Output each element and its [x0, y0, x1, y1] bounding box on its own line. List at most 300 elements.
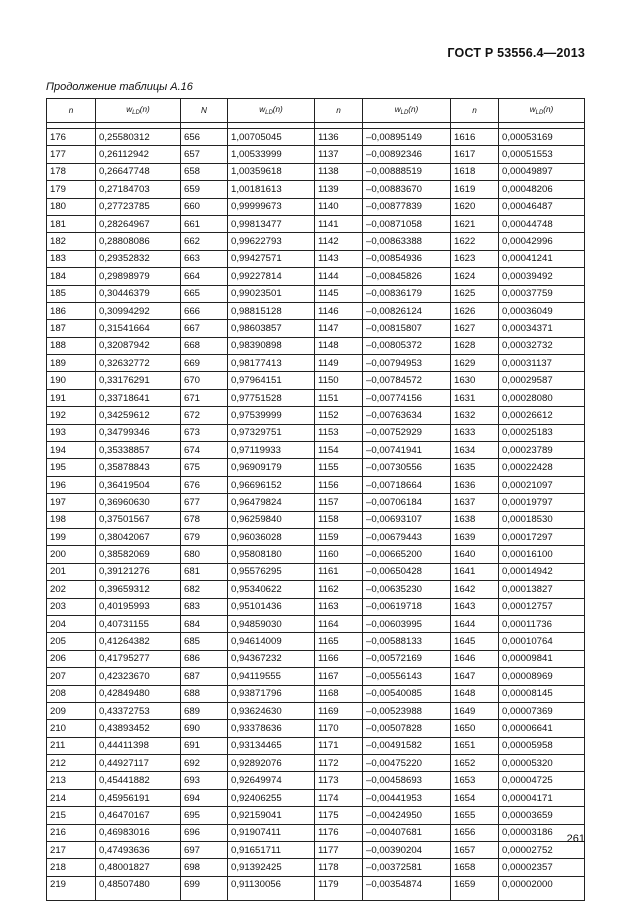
- value-cell: 0,98390898: [228, 337, 315, 354]
- value-cell: 0,00012757: [499, 598, 585, 615]
- value-cell: 0,00034371: [499, 320, 585, 337]
- value-cell: 0,00005320: [499, 755, 585, 772]
- value-cell: 0,47493636: [96, 842, 181, 859]
- index-cell: 662: [181, 233, 228, 250]
- column-header-argument: (n): [139, 105, 150, 114]
- value-cell: 0,97751528: [228, 389, 315, 406]
- index-cell: 692: [181, 755, 228, 772]
- table-row: [47, 824, 585, 841]
- value-cell: –0,00883670: [363, 181, 451, 198]
- value-cell: 0,95576295: [228, 563, 315, 580]
- index-cell: 209: [47, 702, 96, 719]
- value-cell: 0,97964151: [228, 372, 315, 389]
- index-cell: 1618: [451, 163, 499, 180]
- index-cell: 676: [181, 476, 228, 493]
- value-cell: 0,00013827: [499, 581, 585, 598]
- value-cell: –0,00572169: [363, 650, 451, 667]
- column-header-symbol: w: [529, 105, 536, 114]
- value-cell: 0,00021097: [499, 476, 585, 493]
- value-cell: –0,00892346: [363, 146, 451, 163]
- index-cell: 1138: [315, 163, 363, 180]
- index-cell: 1166: [315, 650, 363, 667]
- value-cell: 0,00010764: [499, 633, 585, 650]
- index-cell: 1148: [315, 337, 363, 354]
- value-cell: –0,00588133: [363, 633, 451, 650]
- value-cell: 0,28808086: [96, 233, 181, 250]
- index-cell: 182: [47, 233, 96, 250]
- value-cell: 0,36960630: [96, 494, 181, 511]
- index-cell: 214: [47, 789, 96, 806]
- value-cell: 0,29352832: [96, 250, 181, 267]
- index-cell: 181: [47, 215, 96, 232]
- index-cell: 1140: [315, 198, 363, 215]
- index-cell: 656: [181, 129, 228, 146]
- index-cell: 1650: [451, 720, 499, 737]
- table-row: [47, 146, 585, 163]
- value-cell: 0,91907411: [228, 824, 315, 841]
- index-cell: 1139: [315, 181, 363, 198]
- value-cell: 0,00026612: [499, 407, 585, 424]
- index-cell: 661: [181, 215, 228, 232]
- index-cell: 1177: [315, 842, 363, 859]
- value-cell: –0,00752929: [363, 424, 451, 441]
- value-cell: 1,00533999: [228, 146, 315, 163]
- index-cell: 688: [181, 685, 228, 702]
- index-cell: 192: [47, 407, 96, 424]
- index-cell: 203: [47, 598, 96, 615]
- value-cell: 0,32087942: [96, 337, 181, 354]
- index-cell: 673: [181, 424, 228, 441]
- table-row: [47, 407, 585, 424]
- index-cell: 211: [47, 737, 96, 754]
- value-cell: 0,00017297: [499, 528, 585, 545]
- value-cell: 0,31541664: [96, 320, 181, 337]
- value-cell: –0,00784572: [363, 372, 451, 389]
- value-cell: 0,00002752: [499, 842, 585, 859]
- value-cell: –0,00895149: [363, 129, 451, 146]
- index-cell: 215: [47, 807, 96, 824]
- value-cell: 0,94859030: [228, 615, 315, 632]
- index-cell: 1171: [315, 737, 363, 754]
- value-cell: 0,00032732: [499, 337, 585, 354]
- column-header-argument: (n): [408, 105, 419, 114]
- index-cell: 177: [47, 146, 96, 163]
- column-header-subscript: LD: [132, 110, 140, 116]
- table-row: [47, 633, 585, 650]
- value-cell: 0,40195993: [96, 598, 181, 615]
- index-cell: 1172: [315, 755, 363, 772]
- index-cell: 1136: [315, 129, 363, 146]
- table-row: [47, 650, 585, 667]
- document-standard-header: ГОСТ Р 53556.4—2013: [447, 46, 585, 60]
- index-cell: 1141: [315, 215, 363, 232]
- value-cell: 0,46470167: [96, 807, 181, 824]
- index-cell: 1151: [315, 389, 363, 406]
- index-cell: 191: [47, 389, 96, 406]
- index-cell: 186: [47, 302, 96, 319]
- table-row: [47, 772, 585, 789]
- value-cell: 0,00048206: [499, 181, 585, 198]
- value-cell: –0,00845826: [363, 268, 451, 285]
- index-cell: 1168: [315, 685, 363, 702]
- table-row: [47, 494, 585, 511]
- column-header-symbol: N: [201, 106, 207, 115]
- value-cell: 0,33176291: [96, 372, 181, 389]
- value-cell: 0,36419504: [96, 476, 181, 493]
- index-cell: 1649: [451, 702, 499, 719]
- value-cell: 0,38042067: [96, 528, 181, 545]
- index-cell: 695: [181, 807, 228, 824]
- value-cell: 0,32632772: [96, 355, 181, 372]
- index-cell: 1624: [451, 268, 499, 285]
- column-header: [181, 99, 228, 123]
- index-cell: 664: [181, 268, 228, 285]
- data-table: [46, 98, 585, 901]
- index-cell: 1154: [315, 442, 363, 459]
- index-cell: 1635: [451, 459, 499, 476]
- value-cell: 0,41795277: [96, 650, 181, 667]
- index-cell: 690: [181, 720, 228, 737]
- value-cell: 0,99622793: [228, 233, 315, 250]
- value-cell: 0,98603857: [228, 320, 315, 337]
- value-cell: 0,00002000: [499, 876, 585, 900]
- index-cell: 183: [47, 250, 96, 267]
- value-cell: 0,96696152: [228, 476, 315, 493]
- value-cell: 0,00053169: [499, 129, 585, 146]
- index-cell: 198: [47, 511, 96, 528]
- value-cell: 0,00044748: [499, 215, 585, 232]
- value-cell: 0,94119555: [228, 668, 315, 685]
- index-cell: 1620: [451, 198, 499, 215]
- value-cell: 0,00049897: [499, 163, 585, 180]
- index-cell: 1634: [451, 442, 499, 459]
- value-cell: 0,00039492: [499, 268, 585, 285]
- index-cell: 213: [47, 772, 96, 789]
- value-cell: 0,34259612: [96, 407, 181, 424]
- value-cell: 0,30994292: [96, 302, 181, 319]
- index-cell: 194: [47, 442, 96, 459]
- value-cell: 0,00037759: [499, 285, 585, 302]
- index-cell: 1173: [315, 772, 363, 789]
- index-cell: 1644: [451, 615, 499, 632]
- index-cell: 670: [181, 372, 228, 389]
- table-row: [47, 389, 585, 406]
- value-cell: 0,33718641: [96, 389, 181, 406]
- index-cell: 698: [181, 859, 228, 876]
- index-cell: 1159: [315, 528, 363, 545]
- value-cell: 0,00011736: [499, 615, 585, 632]
- value-cell: –0,00741941: [363, 442, 451, 459]
- value-cell: 0,48001827: [96, 859, 181, 876]
- index-cell: 188: [47, 337, 96, 354]
- index-cell: 1651: [451, 737, 499, 754]
- index-cell: 1631: [451, 389, 499, 406]
- value-cell: 0,91392425: [228, 859, 315, 876]
- index-cell: 1636: [451, 476, 499, 493]
- table-row: [47, 163, 585, 180]
- table-row: [47, 842, 585, 859]
- index-cell: 696: [181, 824, 228, 841]
- index-cell: 202: [47, 581, 96, 598]
- value-cell: 0,00036049: [499, 302, 585, 319]
- index-cell: 218: [47, 859, 96, 876]
- index-cell: 1629: [451, 355, 499, 372]
- index-cell: 190: [47, 372, 96, 389]
- value-cell: 0,00005958: [499, 737, 585, 754]
- column-header: [228, 99, 315, 123]
- value-cell: 0,00002357: [499, 859, 585, 876]
- value-cell: 0,99023501: [228, 285, 315, 302]
- index-cell: 1643: [451, 598, 499, 615]
- value-cell: 0,00019797: [499, 494, 585, 511]
- value-cell: –0,00635230: [363, 581, 451, 598]
- index-cell: 1137: [315, 146, 363, 163]
- value-cell: 0,94614009: [228, 633, 315, 650]
- value-cell: –0,00826124: [363, 302, 451, 319]
- value-cell: 0,00031137: [499, 355, 585, 372]
- table-row: [47, 285, 585, 302]
- index-cell: 1153: [315, 424, 363, 441]
- index-cell: 1616: [451, 129, 499, 146]
- value-cell: –0,00372581: [363, 859, 451, 876]
- value-cell: 0,30446379: [96, 285, 181, 302]
- index-cell: 197: [47, 494, 96, 511]
- value-cell: 0,44411398: [96, 737, 181, 754]
- index-cell: 1162: [315, 581, 363, 598]
- index-cell: 207: [47, 668, 96, 685]
- table-row: [47, 528, 585, 545]
- column-header: [499, 99, 585, 123]
- value-cell: –0,00603995: [363, 615, 451, 632]
- value-cell: 0,00016100: [499, 546, 585, 563]
- value-cell: 0,93378636: [228, 720, 315, 737]
- index-cell: 206: [47, 650, 96, 667]
- value-cell: 0,34799346: [96, 424, 181, 441]
- index-cell: 1149: [315, 355, 363, 372]
- index-cell: 210: [47, 720, 96, 737]
- table-row: [47, 598, 585, 615]
- index-cell: 1637: [451, 494, 499, 511]
- column-header-subscript: LD: [535, 110, 544, 116]
- column-header: [451, 99, 499, 123]
- index-cell: 1143: [315, 250, 363, 267]
- index-cell: 666: [181, 302, 228, 319]
- value-cell: 0,27723785: [96, 198, 181, 215]
- value-cell: –0,00763634: [363, 407, 451, 424]
- index-cell: 1658: [451, 859, 499, 876]
- table-row: [47, 181, 585, 198]
- index-cell: 659: [181, 181, 228, 198]
- index-cell: 681: [181, 563, 228, 580]
- value-cell: 0,00014942: [499, 563, 585, 580]
- value-cell: 0,00008969: [499, 668, 585, 685]
- value-cell: 0,91130056: [228, 876, 315, 900]
- index-cell: 1626: [451, 302, 499, 319]
- index-cell: 193: [47, 424, 96, 441]
- value-cell: –0,00706184: [363, 494, 451, 511]
- index-cell: 1146: [315, 302, 363, 319]
- index-cell: 199: [47, 528, 96, 545]
- index-cell: 657: [181, 146, 228, 163]
- value-cell: 0,93624630: [228, 702, 315, 719]
- index-cell: 179: [47, 181, 96, 198]
- value-cell: 0,42849480: [96, 685, 181, 702]
- value-cell: 0,39659312: [96, 581, 181, 598]
- index-cell: 1163: [315, 598, 363, 615]
- table-row: [47, 615, 585, 632]
- index-cell: 1640: [451, 546, 499, 563]
- value-cell: 0,92892076: [228, 755, 315, 772]
- index-cell: 694: [181, 789, 228, 806]
- table-row: [47, 337, 585, 354]
- value-cell: 0,25580312: [96, 129, 181, 146]
- value-cell: 0,35878843: [96, 459, 181, 476]
- value-cell: –0,00815807: [363, 320, 451, 337]
- value-cell: –0,00540085: [363, 685, 451, 702]
- value-cell: 0,00046487: [499, 198, 585, 215]
- index-cell: 1639: [451, 528, 499, 545]
- value-cell: 0,26112942: [96, 146, 181, 163]
- table-row: [47, 755, 585, 772]
- table-row: [47, 372, 585, 389]
- index-cell: 1176: [315, 824, 363, 841]
- index-cell: 658: [181, 163, 228, 180]
- column-header-symbol: n: [472, 106, 477, 115]
- table-row: [47, 789, 585, 806]
- value-cell: 0,35338857: [96, 442, 181, 459]
- index-cell: 689: [181, 702, 228, 719]
- value-cell: 0,37501567: [96, 511, 181, 528]
- value-cell: 0,97539999: [228, 407, 315, 424]
- index-cell: 1622: [451, 233, 499, 250]
- index-cell: 184: [47, 268, 96, 285]
- value-cell: –0,00523988: [363, 702, 451, 719]
- value-cell: –0,00619718: [363, 598, 451, 615]
- index-cell: 1642: [451, 581, 499, 598]
- index-cell: 1656: [451, 824, 499, 841]
- index-cell: 1638: [451, 511, 499, 528]
- index-cell: 682: [181, 581, 228, 598]
- value-cell: –0,00507828: [363, 720, 451, 737]
- value-cell: 0,39121276: [96, 563, 181, 580]
- table-row: [47, 198, 585, 215]
- table-body: [47, 123, 585, 901]
- column-header-subscript: LD: [265, 110, 273, 116]
- value-cell: 0,48507480: [96, 876, 181, 900]
- index-cell: 668: [181, 337, 228, 354]
- value-cell: –0,00390204: [363, 842, 451, 859]
- value-cell: –0,00871058: [363, 215, 451, 232]
- index-cell: 201: [47, 563, 96, 580]
- index-cell: 1160: [315, 546, 363, 563]
- value-cell: 0,40731155: [96, 615, 181, 632]
- index-cell: 1158: [315, 511, 363, 528]
- value-cell: –0,00693107: [363, 511, 451, 528]
- index-cell: 674: [181, 442, 228, 459]
- value-cell: 0,00018530: [499, 511, 585, 528]
- index-cell: 1145: [315, 285, 363, 302]
- index-cell: 212: [47, 755, 96, 772]
- table-header-row: [47, 99, 585, 123]
- value-cell: 0,43372753: [96, 702, 181, 719]
- index-cell: 1652: [451, 755, 499, 772]
- table-row: [47, 129, 585, 146]
- column-header-symbol: w: [394, 105, 401, 114]
- table-row: [47, 668, 585, 685]
- column-header-argument: (n): [543, 105, 554, 114]
- value-cell: 0,28264967: [96, 215, 181, 232]
- index-cell: 1648: [451, 685, 499, 702]
- index-cell: 1169: [315, 702, 363, 719]
- value-cell: 0,29898979: [96, 268, 181, 285]
- index-cell: 675: [181, 459, 228, 476]
- index-cell: 1630: [451, 372, 499, 389]
- value-cell: 0,99227814: [228, 268, 315, 285]
- index-cell: 687: [181, 668, 228, 685]
- value-cell: 0,00008145: [499, 685, 585, 702]
- value-cell: 1,00181613: [228, 181, 315, 198]
- value-cell: 0,44927117: [96, 755, 181, 772]
- index-cell: 686: [181, 650, 228, 667]
- index-cell: 691: [181, 737, 228, 754]
- value-cell: 0,00025183: [499, 424, 585, 441]
- table-row: [47, 268, 585, 285]
- index-cell: 1625: [451, 285, 499, 302]
- index-cell: 685: [181, 633, 228, 650]
- value-cell: 0,00006641: [499, 720, 585, 737]
- value-cell: –0,00475220: [363, 755, 451, 772]
- table-row: [47, 702, 585, 719]
- column-header-symbol: w: [259, 105, 266, 114]
- value-cell: 0,42323670: [96, 668, 181, 685]
- index-cell: 1155: [315, 459, 363, 476]
- index-cell: 669: [181, 355, 228, 372]
- value-cell: 0,93134465: [228, 737, 315, 754]
- index-cell: 1623: [451, 250, 499, 267]
- index-cell: 1646: [451, 650, 499, 667]
- value-cell: 0,95808180: [228, 546, 315, 563]
- value-cell: –0,00730556: [363, 459, 451, 476]
- column-header-symbol: n: [68, 106, 74, 115]
- index-cell: 1170: [315, 720, 363, 737]
- index-cell: 1627: [451, 320, 499, 337]
- value-cell: 0,92649974: [228, 772, 315, 789]
- index-cell: 1653: [451, 772, 499, 789]
- index-cell: 672: [181, 407, 228, 424]
- value-cell: 0,98177413: [228, 355, 315, 372]
- value-cell: 0,95101436: [228, 598, 315, 615]
- table-row: [47, 250, 585, 267]
- value-cell: 0,00051553: [499, 146, 585, 163]
- value-cell: –0,00458693: [363, 772, 451, 789]
- index-cell: 1619: [451, 181, 499, 198]
- index-cell: 1142: [315, 233, 363, 250]
- value-cell: 0,45956191: [96, 789, 181, 806]
- index-cell: 1621: [451, 215, 499, 232]
- value-cell: 0,38582069: [96, 546, 181, 563]
- index-cell: 189: [47, 355, 96, 372]
- table-row: [47, 581, 585, 598]
- value-cell: –0,00650428: [363, 563, 451, 580]
- index-cell: 196: [47, 476, 96, 493]
- index-cell: 1165: [315, 633, 363, 650]
- value-cell: –0,00805372: [363, 337, 451, 354]
- value-cell: 0,43893452: [96, 720, 181, 737]
- page-number: 261: [566, 833, 585, 845]
- value-cell: 0,99813477: [228, 215, 315, 232]
- table-caption: Продолжение таблицы А.16: [46, 81, 193, 93]
- index-cell: 697: [181, 842, 228, 859]
